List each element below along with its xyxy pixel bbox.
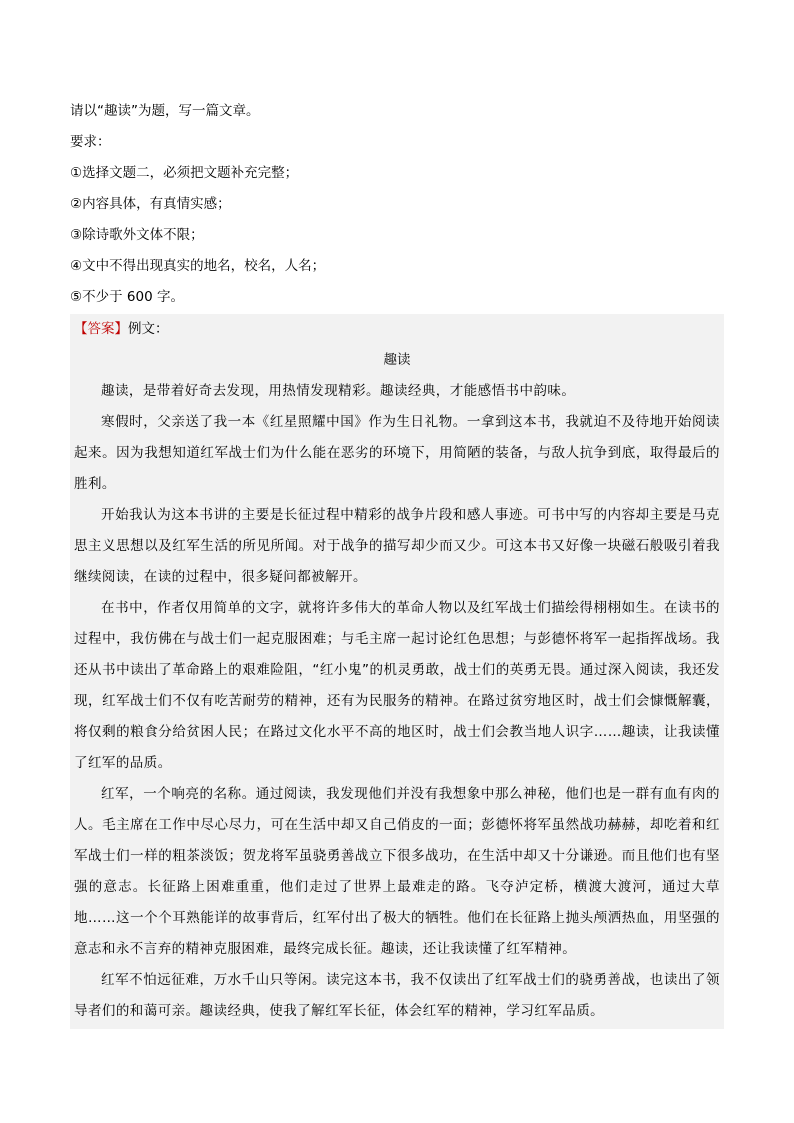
essay-paragraph: 趣读，是带着好奇去发现，用热情发现精彩。趣读经典，才能感悟书中韵味。 (101, 383, 576, 399)
prompt-requirement-2: ②内容具体，有真情实感； (70, 196, 231, 212)
prompt-instruction: 请以“趣读”为题，写一篇文章。 (70, 103, 260, 119)
answer-tag: 【答案】 (74, 321, 128, 337)
essay-paragraph: 红军，一个响亮的名称。通过阅读，我发现他们并没有我想象中那么神秘，他们也是一群有血有肉的人。毛主席在工作中尽心尽力，可在生活中却又自己俏皮的一面；彭德怀将军虽然战功赫赫，却吃着和红军战士们一样的粗茶淡饭；贺龙将军虽骁勇善战立下很多战功，在生活中却又十分谦逊。而且他们也有坚强的意志。长征路上困难重重，他们走过了世界上最难走的路。飞夺泸定桥，横渡大渡河，通过大草地……这一个个耳熟能详的故事背后，红军付出了极大的牺牲。他们在长征路上抛头颅洒热血，用坚强的意志和永不言弃的精神克服困难，最终完成长征。趣读，还让我读懂了红军精神。 (74, 786, 720, 957)
prompt-requirements-label: 要求： (70, 134, 111, 150)
answer-header (70, 314, 724, 345)
essay-title: 趣读 (383, 352, 411, 368)
answer-label: 例文： (128, 321, 169, 337)
answer-section (70, 314, 724, 1029)
prompt-requirement-1: ①选择文题二，必须把文题补充完整； (70, 165, 299, 181)
prompt-requirement-3: ③除诗歌外文体不限； (70, 227, 204, 243)
essay-paragraph: 红军不怕远征难，万水千山只等闲。读完这本书，我不仅读出了红军战士们的骁勇善战，也读出了领导者们的和蔼可亲。趣读经典，使我了解红军长征，体会红军的精神，学习红军品质。 (74, 972, 720, 1019)
essay-paragraph: 开始我认为这本书讲的主要是长征过程中精彩的战争片段和感人事迹。可书中写的内容却主要是马克思主义思想以及红军生活的所见所闻。对于战争的描写却少而又少。可这本书又好像一块磁石般吸引着我继续阅读，在读的过程中，很多疑问都被解开。 (74, 507, 720, 585)
prompt-requirement-5: ⑤不少于 600 字。 (70, 289, 184, 305)
prompt-requirement-4: ④文中不得出现真实的地名，校名，人名； (70, 258, 326, 274)
essay-paragraph: 寒假时，父亲送了我一本《红星照耀中国》作为生日礼物。一拿到这本书，我就迫不及待地开始阅读起来。因为我想知道红军战士们为什么能在恶劣的环境下，用简陋的装备，与敌人抗争到底，取得最后的胜利。 (74, 414, 720, 492)
writing-prompt (70, 96, 724, 313)
essay-paragraph: 在书中，作者仅用简单的文字，就将许多伟大的革命人物以及红军战士们描绘得栩栩如生。在读书的过程中，我仿佛在与战士们一起克服困难；与毛主席一起讨论红色思想；与彭德怀将军一起指挥战场。我还从书中读出了革命路上的艰难险阻，“红小鬼”的机灵勇敢，战士们的英勇无畏。通过深入阅读，我还发现，红军战士们不仅有吃苦耐劳的精神，还有为民服务的精神。在路过贫穷地区时，战士们会慷慨解囊，将仅剩的粮食分给贫困人民；在路过文化水平不高的地区时，战士们会教当地人识字……趣读，让我读懂了红军的品质。 (74, 600, 720, 771)
